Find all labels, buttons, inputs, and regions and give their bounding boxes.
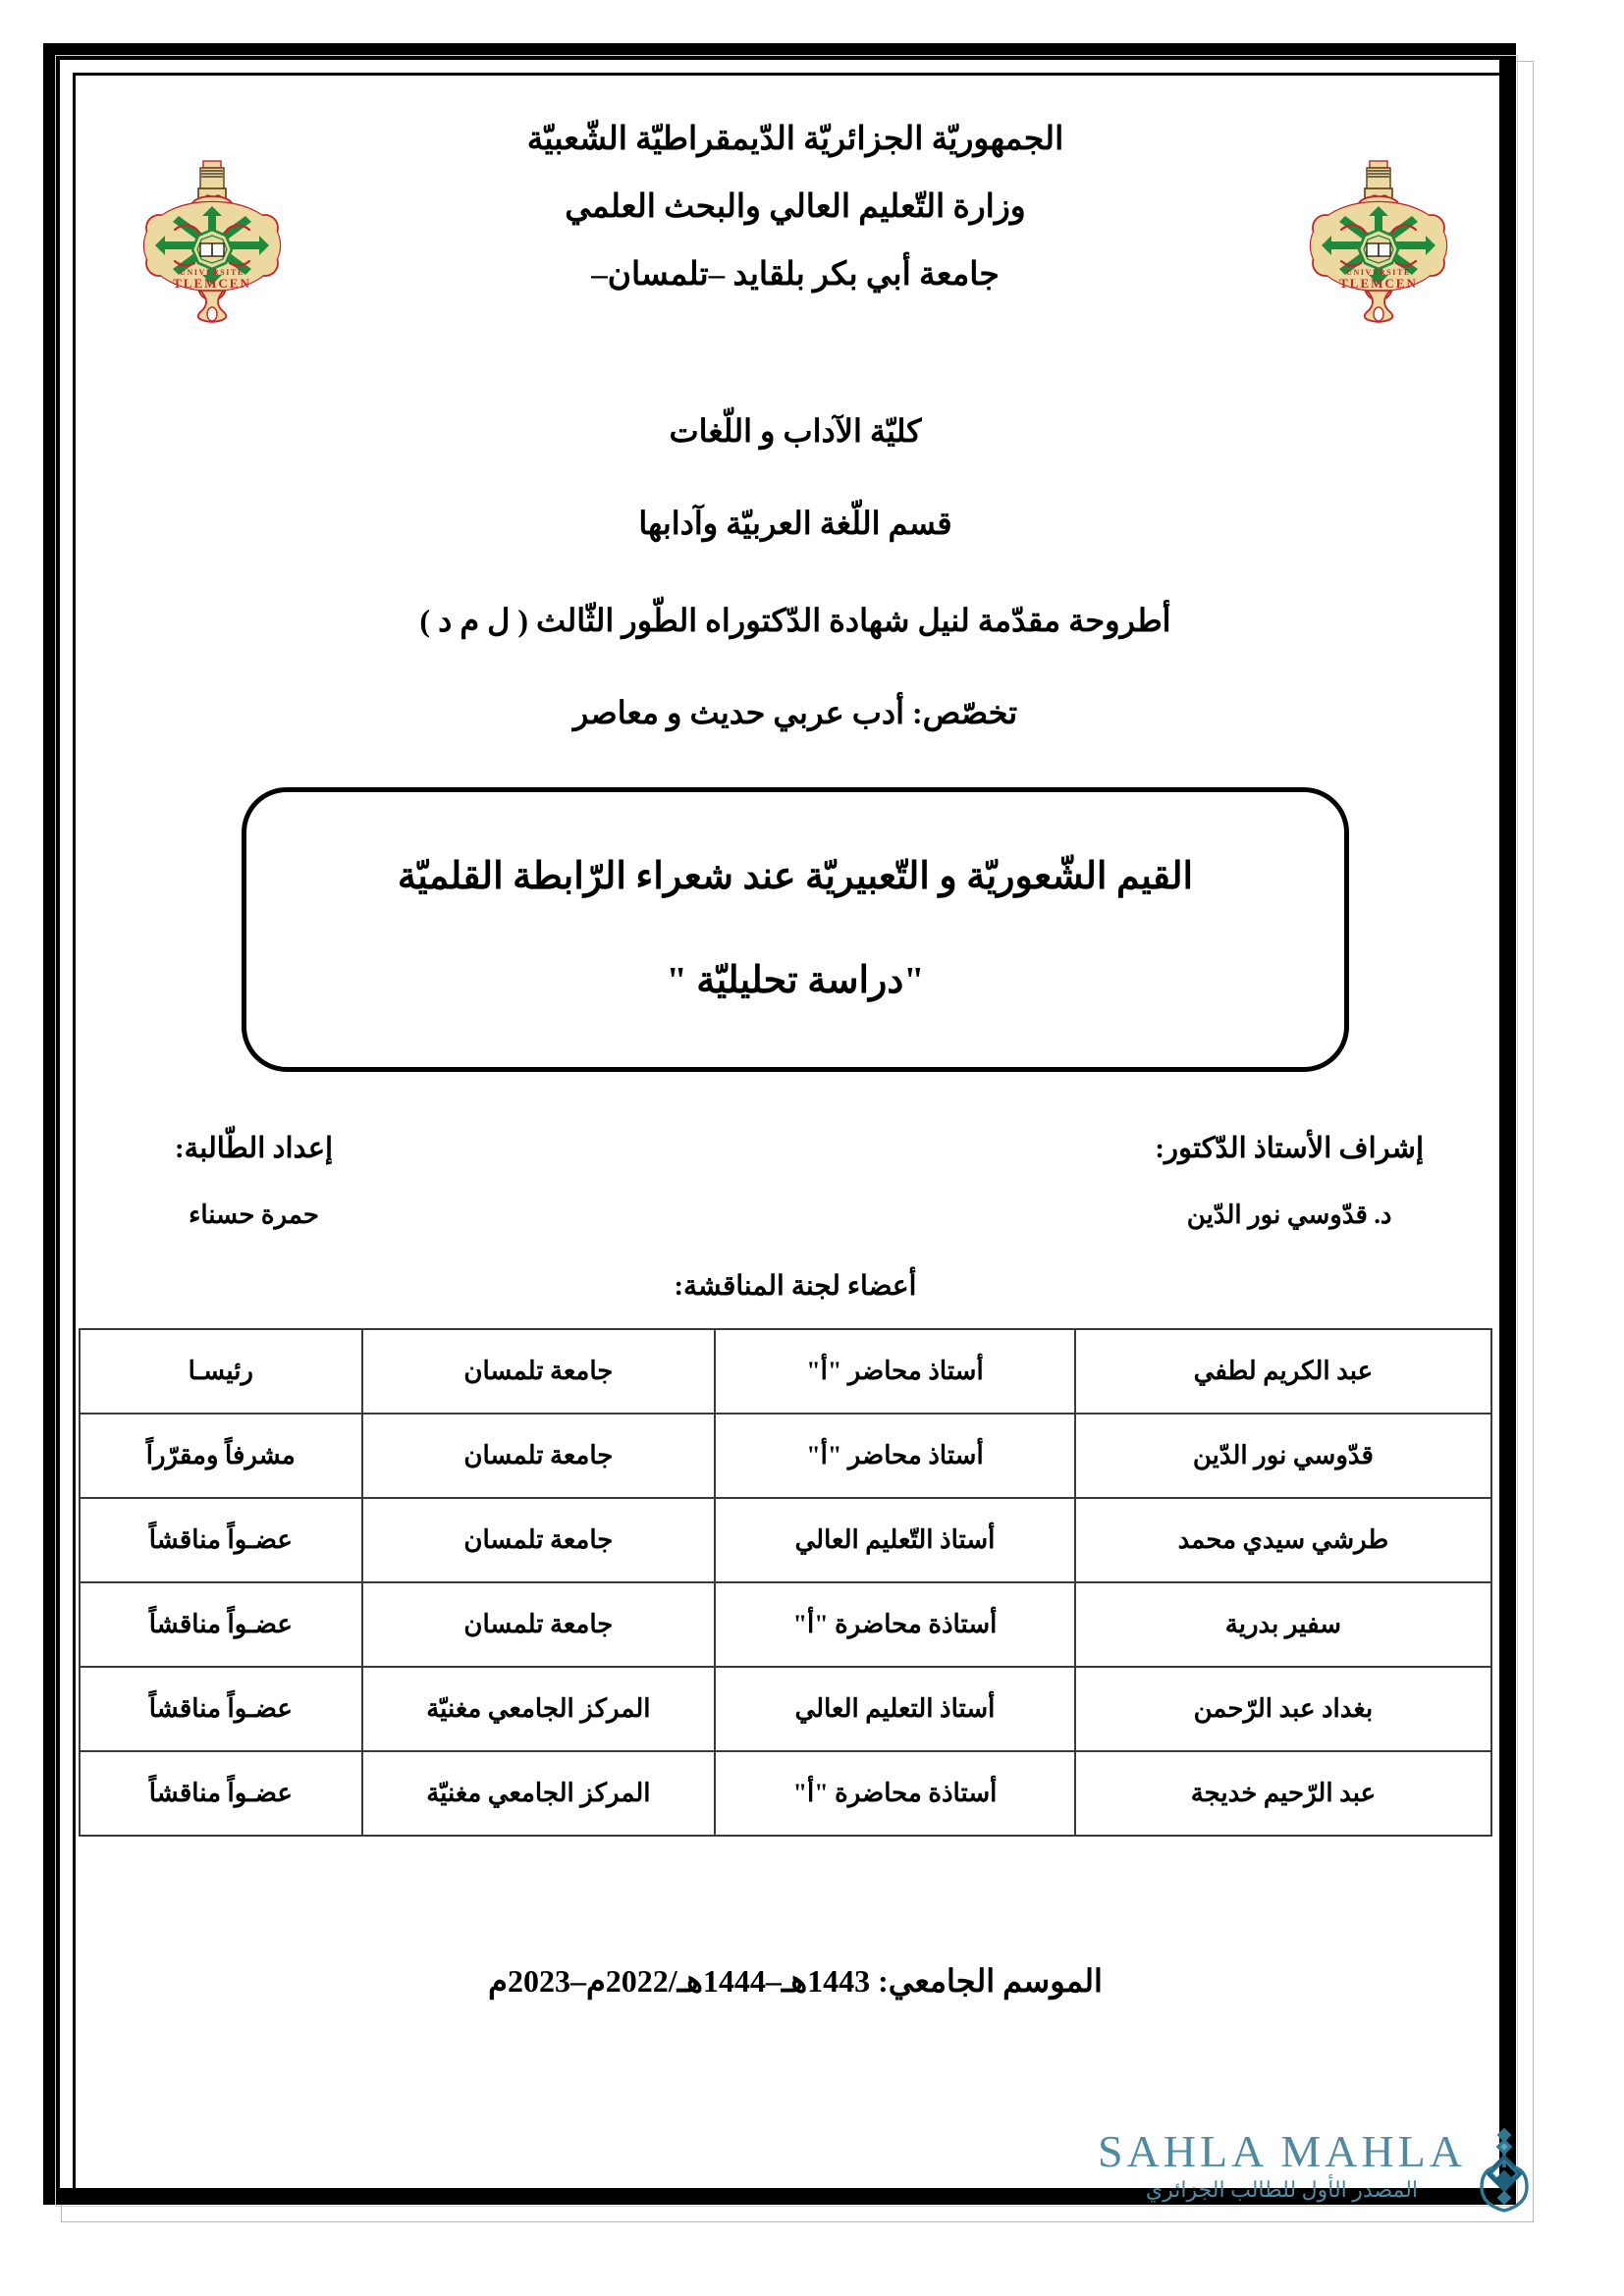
- university-logo-right: [1306, 157, 1451, 324]
- jury-name: بغداد عبد الرّحمن: [1075, 1667, 1491, 1751]
- jury-name: طرشي سيدي محمد: [1075, 1498, 1491, 1582]
- jury-role: مشرفاً ومقرّراً: [80, 1414, 362, 1498]
- table-row: [80, 1414, 1491, 1498]
- faculty-line: كليّة الآداب و اللّغات: [669, 413, 922, 449]
- svg-text:TLEMCEN: TLEMCEN: [173, 276, 251, 291]
- specialty-line: تخصّص: أدب عربي حديث و معاصر: [572, 695, 1018, 731]
- student-name: حمرة حسناء: [189, 1200, 319, 1229]
- people-block: [98, 1131, 1492, 1230]
- svg-text:UNIVERSITE: UNIVERSITE: [180, 268, 244, 277]
- table-row: [80, 1667, 1491, 1751]
- page-content: [98, 108, 1492, 2169]
- thesis-title: القيم الشّعوريّة و التّعبيريّة عند شعراء الرّابطة القلميّة: [397, 856, 1194, 898]
- jury-table-body: [80, 1329, 1491, 1836]
- jury-rank: أستاذ التعليم العالي: [715, 1667, 1075, 1751]
- affiliation-block: [98, 412, 1492, 732]
- department-line: قسم اللّغة العربيّة وآدابها: [638, 506, 952, 542]
- jury-role: عضـواً مناقشاً: [80, 1582, 362, 1667]
- jury-name: عبد الرّحيم خديجة: [1075, 1751, 1491, 1836]
- jury-institution: جامعة تلمسان: [362, 1414, 716, 1498]
- jury-institution: جامعة تلمسان: [362, 1582, 716, 1667]
- degree-line: أطروحة مقدّمة لنيل شهادة الدّكتوراه الطّور الثّالث ( ل م د ): [419, 602, 1171, 638]
- jury-institution: جامعة تلمسان: [362, 1498, 716, 1582]
- university-logo-left: [139, 157, 285, 324]
- jury-institution: المركز الجامعي مغنيّة: [362, 1667, 716, 1751]
- header-text-block: [353, 124, 1237, 327]
- student-role-label: إعداد الطّالبة:: [175, 1132, 334, 1164]
- watermark-brand: SAHLA MAHLA: [1098, 2126, 1466, 2176]
- jury-name: عبد الكريم لطفي: [1075, 1329, 1491, 1414]
- jury-role: عضـواً مناقشاً: [80, 1667, 362, 1751]
- table-row: [80, 1498, 1491, 1582]
- table-row: [80, 1329, 1491, 1414]
- jury-rank: أستاذ محاضر "أ": [715, 1414, 1075, 1498]
- jury-table: [79, 1328, 1492, 1837]
- jury-name: سفير بدرية: [1075, 1582, 1491, 1667]
- supervisor-role-label: إشراف الأستاذ الدّكتور:: [1155, 1132, 1424, 1164]
- jury-role: عضـواً مناقشاً: [80, 1498, 362, 1582]
- supervisor-name: د. قدّوسي نور الدّين: [1186, 1200, 1392, 1229]
- watermark-tagline: المصدر الأول للطالب الجزائري: [1145, 2177, 1419, 2203]
- table-row: [80, 1582, 1491, 1667]
- academic-year: الموسم الجامعي: 1443هـ–1444هـ/2022م–2023م: [488, 1962, 1103, 1999]
- jury-role: عضـواً مناقشاً: [80, 1751, 362, 1836]
- jury-rank: أستاذ التّعليم العالي: [715, 1498, 1075, 1582]
- sahla-mahla-watermark: [1098, 2128, 1520, 2246]
- jury-name: قدّوسي نور الدّين: [1075, 1414, 1491, 1498]
- jury-institution: جامعة تلمسان: [362, 1329, 716, 1414]
- jury-rank: أستاذة محاضرة "أ": [715, 1751, 1075, 1836]
- document-header: [98, 108, 1492, 412]
- jury-rank: أستاذة محاضرة "أ": [715, 1582, 1075, 1667]
- svg-text:UNIVERSITE: UNIVERSITE: [1346, 268, 1411, 277]
- jury-institution: المركز الجامعي مغنيّة: [362, 1751, 716, 1836]
- jury-role: رئيسـا: [80, 1329, 362, 1414]
- jury-rank: أستاذ محاضر "أ": [715, 1329, 1075, 1414]
- thesis-title-box: [242, 787, 1349, 1072]
- watermark-text-block: [1098, 2128, 1466, 2203]
- svg-text:TLEMCEN: TLEMCEN: [1339, 276, 1418, 291]
- supervisor-column: [1155, 1131, 1424, 1230]
- university-line: جامعة أبي بكر بلقايد –تلمسان–: [591, 257, 1000, 293]
- table-row: [80, 1751, 1491, 1836]
- thesis-subtitle: "دراسة تحليليّة ": [666, 959, 925, 1001]
- sahla-mahla-knot-icon: [1474, 2128, 1535, 2218]
- republic-line: الجمهوريّة الجزائريّة الدّيمقراطيّة الشّعبيّة: [526, 122, 1064, 157]
- student-column: [175, 1131, 333, 1230]
- jury-caption: أعضاء لجنة المناقشة:: [674, 1270, 917, 1302]
- ministry-line: وزارة التّعليم العالي والبحث العلمي: [565, 189, 1026, 225]
